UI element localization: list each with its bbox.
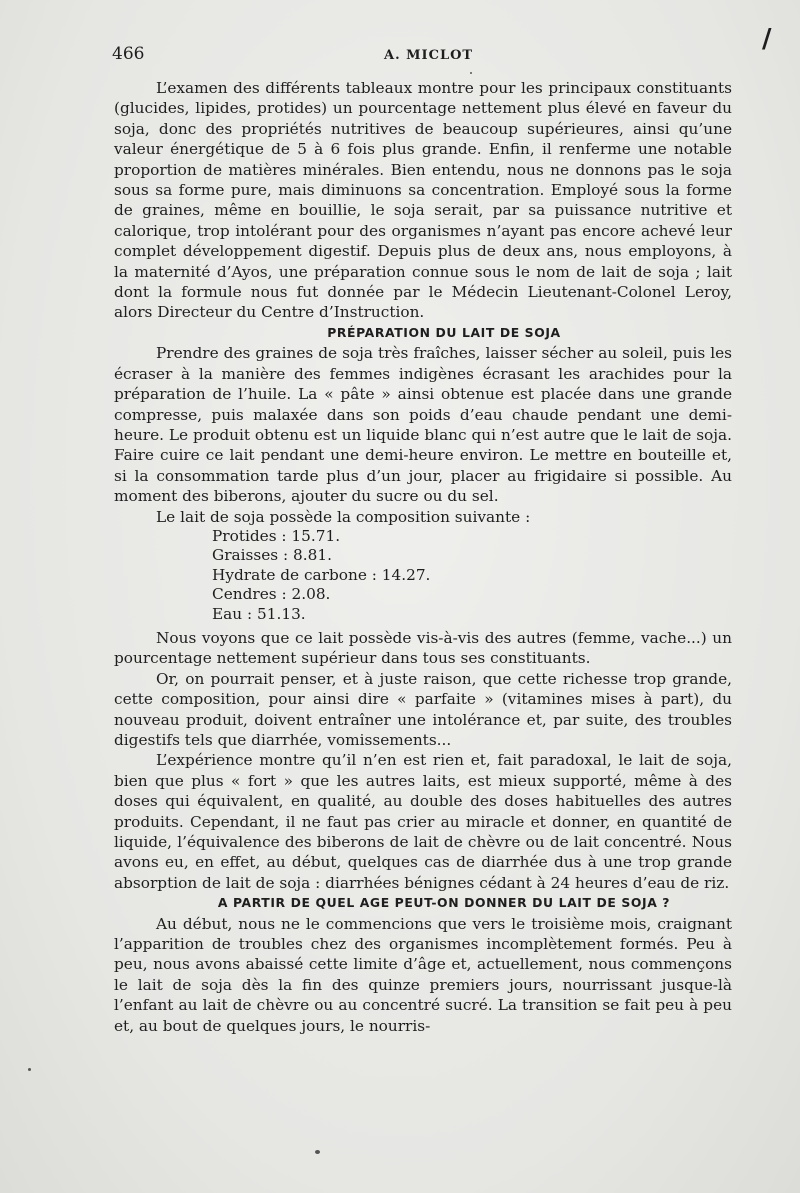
paragraph: Au début, nous ne le commencions que vers le troisième mois, craignant l’apparition de troubles chez des organismes incomplètement formés. Peu à peu, nous avons abaissé cette limite d’âge et, actuellement, nous commençons le lait de soja dès la fin des quinze premiers jours, nourrissant jusque-là l’enfant au lait de chèvre ou au concentré sucré. La transition se fait peu à peu et, au bout de quelques jours, le nourris-: [114, 914, 732, 1035]
list-item: Graisses : 8.81.: [212, 546, 332, 565]
page-header: [0, 44, 800, 68]
scan-speck: [315, 1150, 320, 1154]
paragraph: Or, on pourrait penser, et à juste raison, que cette richesse trop grande, cette composition, pour ainsi dire « parfaite » (vitamines mises à part), du nouveau produit, doivent entraîner une intolérance et, par suite, des troubles digestifs tels que diarrhée, vomissements...: [114, 669, 732, 749]
paragraph: L’expérience montre qu’il n’en est rien et, fait paradoxal, le lait de soja, bien que plus « fort » que les autres laits, est mieux supporté, même à des doses qui équivalent, en qualité, au double des doses habituelles des autres produits. Cependant, il ne faut pas crier au miracle et donner, en quantité de liquide, l’équivalence des biberons de lait de chèvre ou de lait concentré. Nous avons eu, en effet, au début, quelques cas de diarrhée dus à une trop grande absorption de lait de soja : diarrhées bénignes cédant à 24 heures d’eau de riz.: [114, 751, 732, 892]
corner-mark: /: [762, 24, 772, 54]
running-head: A. MICLOT: [384, 48, 474, 63]
paragraph: Prendre des graines de soja très fraîches, laisser sécher au soleil, puis les écraser à la manière des femmes indigènes écrasant les arachides pour la préparation de l’huile. La « pâte » ainsi obtenue est placée dans une grande compresse, puis malaxée dans son poids d’eau chaude pendant une demi-heure. Le produit obtenu est un liquide blanc qui n’est autre que le lait de soja. Faire cuire ce lait pendant une demi-heure environ. Le mettre en bouteille et, si la consommation tarde plus d’un jour, placer au frigidaire si possible. Au moment des biberons, ajouter du sucre ou du sel.: [114, 344, 732, 506]
scan-speck: [470, 72, 472, 74]
list-item: Protides : 15.71.: [212, 526, 341, 545]
scan-speck: [28, 1068, 31, 1071]
list-item: Hydrate de carbone : 14.27.: [212, 565, 431, 584]
list-item: Eau : 51.13.: [212, 604, 306, 623]
body-text: [114, 78, 732, 1036]
section-title-age: A PARTIR DE QUEL AGE PEUT-ON DONNER DU LAIT DE SOJA ?: [217, 895, 671, 911]
list-item: Cendres : 2.08.: [212, 585, 331, 604]
composition-intro: Le lait de soja possède la composition suivante :: [156, 507, 531, 526]
paragraph: Nous voyons que ce lait possède vis-à-vis des autres (femme, vache...) un pourcentage nettement supérieur dans tous ses constituants.: [114, 628, 732, 668]
paragraph: L’examen des différents tableaux montre pour les principaux constituants (glucides, lipides, protides) un pourcentage nettement plus élevé en faveur du soja, donc des propriétés nutritives de beaucoup supérieures, ainsi qu’une valeur énergétique de 5 à 6 fois plus grande. Enfin, il renferme une notable proportion de matières minérales. Bien entendu, nous ne donnons pas le soja sous sa forme pure, mais diminuons sa concentration. Employé sous la forme de graines, même en bouillie, le soja serait, par sa puissance nutritive et calorique, trop intolérant pour des organismes n’ayant pas encore achevé leur complet développement digestif. Depuis plus de deux ans, nous employons, à la maternité d’Ayos, une préparation connue sous le nom de lait de soja ; lait dont la formule nous fut donnée par le Médecin Lieutenant-Colonel Leroy, alors Directeur du Centre d’Instruction.: [114, 79, 732, 322]
composition-list: [114, 527, 732, 624]
section-title-preparation: PRÉPARATION DU LAIT DE SOJA: [327, 324, 561, 340]
page-number: 466: [112, 44, 145, 64]
